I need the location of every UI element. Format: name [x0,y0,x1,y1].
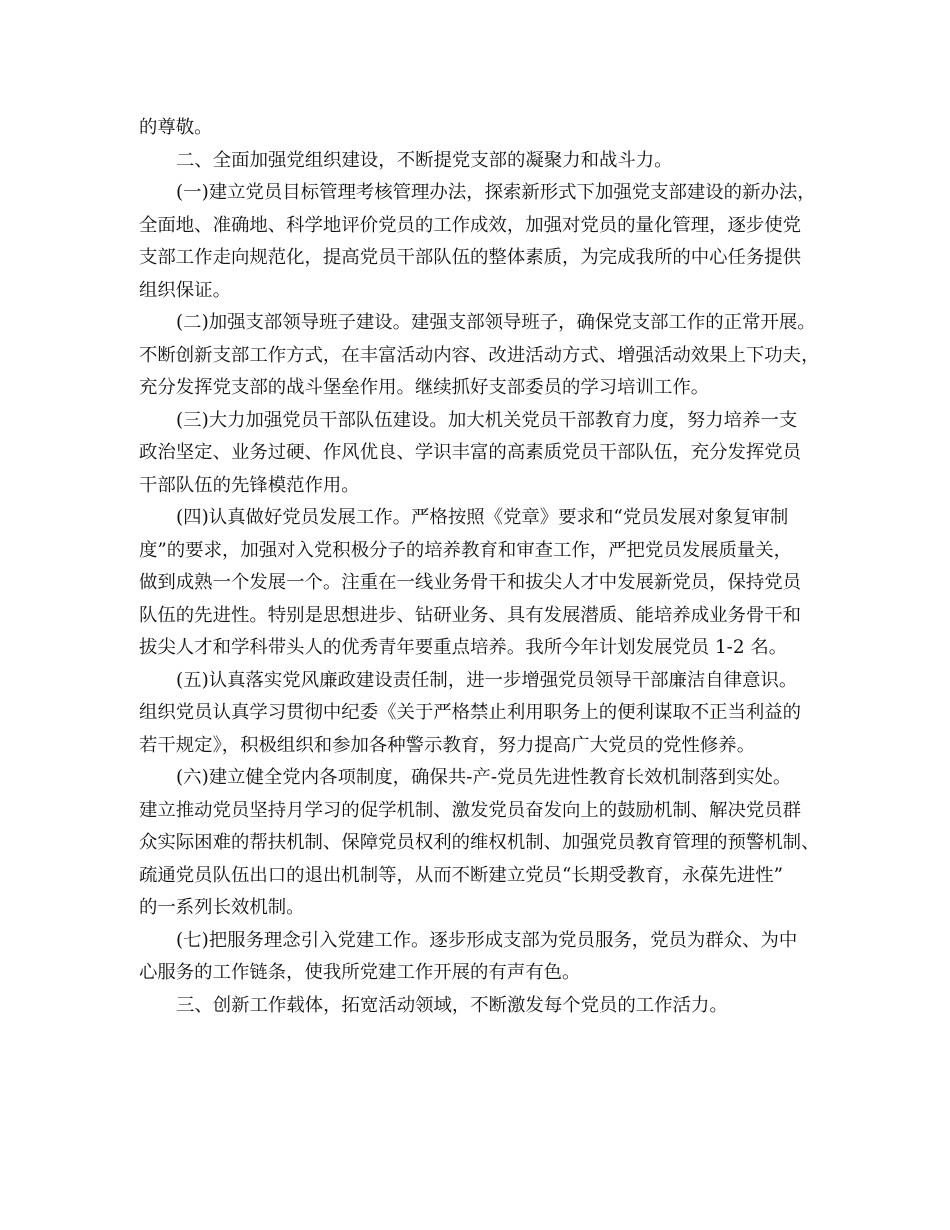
text-line: 若干规定》，积极组织和参加各种警示教育，努力提高广大党员的党性修养。 [139,734,756,756]
text-line: (七)把服务理念引入党建工作。逐步形成支部为党员服务，党员为群众、为中 [176,929,798,951]
text-line: (二)加强支部领导班子建设。建强支部领导班子，确保党支部工作的正常开展。 [176,312,816,333]
text-line: 政治坚定、业务过硬、作风优良、学识丰富的高素质党员干部队伍，充分发挥党员 [139,442,802,463]
text-line: 的一系列长效机制。 [139,897,305,918]
text-line: 不断创新支部工作方式，在丰富活动内容、改进活动方式、增强活动效果上下功夫， [139,344,820,366]
document-body [139,112,829,1022]
text-line: 干部队伍的先锋模范作用。 [139,474,360,496]
text-line: (五)认真落实党风廉政建设责任制，进一步增强党员领导干部廉洁自律意识。 [176,669,798,691]
text-line: 支部工作走向规范化，提高党员干部队伍的整体素质，为完成我所的中心任务提供 [139,247,802,268]
text-line: 的尊敬。 [139,117,213,138]
text-line: 组织党员认真学习贯彻中纪委《关于严格禁止利用职务上的便利谋取不正当利益的 [139,702,802,723]
text-line: 充分发挥党支部的战斗堡垒作用。继续抓好支部委员的学习培训工作。 [139,377,710,398]
text-line: 心服务的工作链条，使我所党建工作开展的有声有色。 [139,962,581,983]
text-line: 拔尖人才和学科带头人的优秀青年要重点培养。我所今年计划发展党员 1-2 名。 [139,637,788,658]
text-line: 做到成熟一个发展一个。注重在一线业务骨干和拔尖人才中发展新党员，保持党员 [139,572,802,593]
text-line: 二、全面加强党组织建设，不断提党支部的凝聚力和战斗力。 [176,149,673,171]
text-line: 疏通党员队伍出口的退出机制等，从而不断建立党员“长期受教育，永葆先进性” [139,864,784,886]
text-line: 全面地、准确地、科学地评价党员的工作成效，加强对党员的量化管理，逐步使党 [139,214,802,236]
text-line: (六)建立健全党内各项制度，确保共-产-党员先进性教育长效机制落到实处。 [176,767,792,788]
text-line: 组织保证。 [139,279,231,301]
text-line: 建立推动党员坚持月学习的促学机制、激发党员奋发向上的鼓励机制、解决党员群 [139,799,802,821]
text-line: (一)建立党员目标管理考核管理办法，探索新形式下加强党支部建设的新办法， [176,182,816,203]
text-line: 队伍的先进性。特别是思想进步、钻研业务、具有发展潜质、能培养成业务骨干和 [139,604,802,626]
text-line: (四)认真做好党员发展工作。严格按照《党章》要求和“党员发展对象复审制 [176,507,789,528]
text-line: (三)大力加强党员干部队伍建设。加大机关党员干部教育力度，努力培养一支 [176,409,798,431]
text-line: 众实际困难的帮扶机制、保障党员权利的维权机制、加强党员教育管理的预警机制、 [139,832,820,853]
text-line: 三、创新工作载体，拓宽活动领域，不断激发每个党员的工作活力。 [176,994,728,1016]
text-line: 度”的要求，加强对入党积极分子的培养教育和审查工作，严把党员发展质量关， [139,539,793,561]
